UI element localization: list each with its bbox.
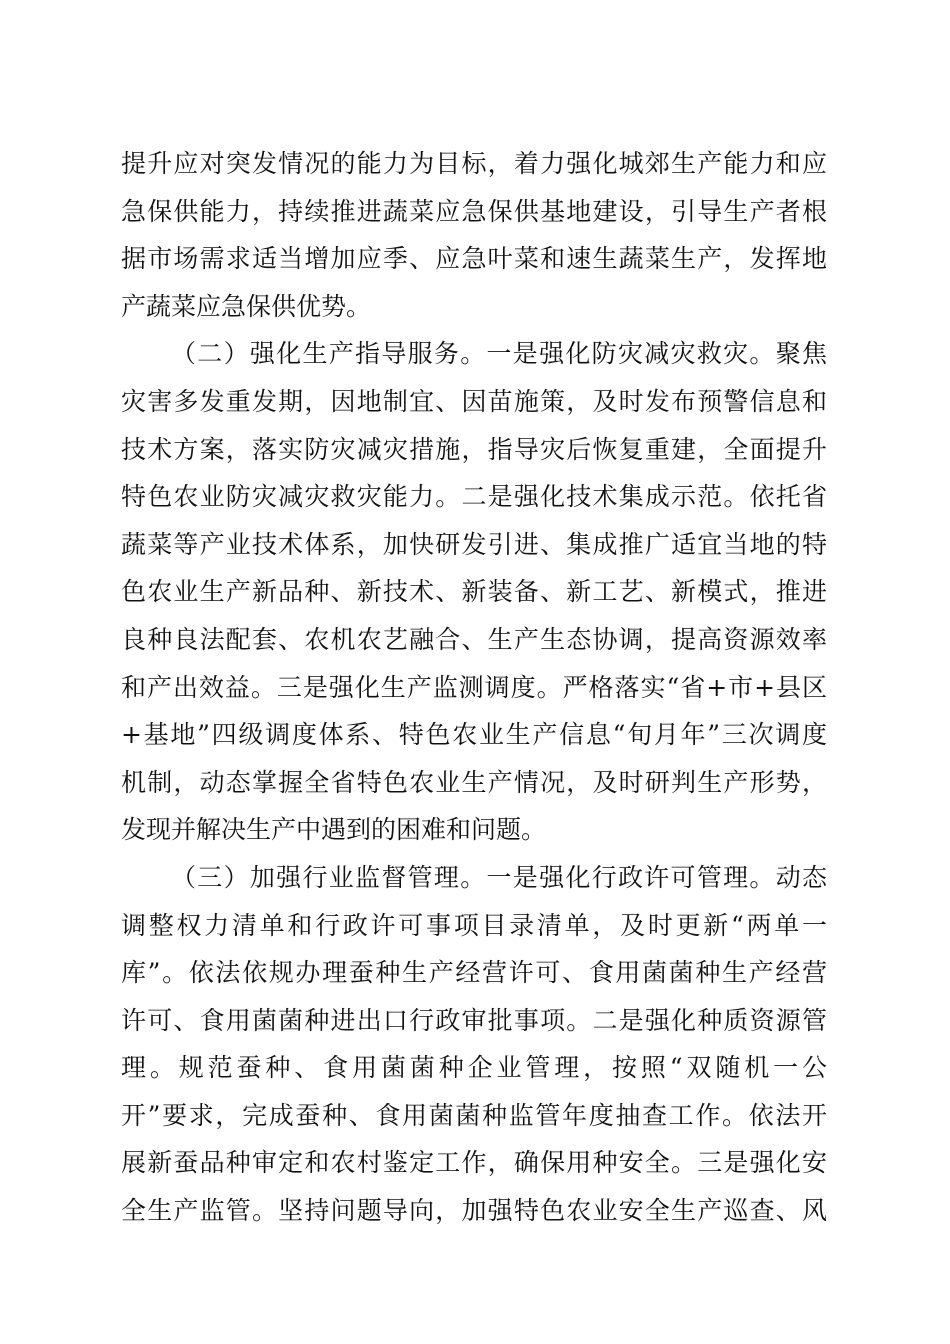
text-line: 技术方案，落实防灾减灾措施，指导灾后恢复重建，全面提升 bbox=[121, 434, 827, 464]
text-line: 据市场需求适当增加应季、应急叶菜和速生蔬菜生产，发挥地 bbox=[121, 244, 827, 274]
section-heading-line: （三）加强行业监督管理。一是强化行政许可管理。动态 bbox=[171, 862, 827, 892]
text-line: 提升应对突发情况的能力为目标，着力强化城郊生产能力和应 bbox=[121, 149, 827, 178]
text-line: 展新蚕品种审定和农村鉴定工作，确保用种安全。三是强化安 bbox=[121, 1148, 827, 1178]
text-line: 良种良法配套、农机农艺融合、生产生态协调，提高资源效率 bbox=[121, 624, 827, 654]
text-line: 许可、食用菌菌种进出口行政审批事项。二是强化种质资源管 bbox=[121, 1005, 827, 1035]
text-line: 调整权力清单和行政许可事项目录清单，及时更新“两单一 bbox=[121, 910, 827, 940]
text-line: +基地”四级调度体系、特色农业生产信息“旬月年”三次调度 bbox=[121, 720, 827, 750]
document-body bbox=[121, 140, 827, 1235]
text-line: 开”要求，完成蚕种、食用菌菌种监管年度抽查工作。依法开 bbox=[121, 1100, 827, 1130]
text-line: 急保供能力，持续推进蔬菜应急保供基地建设，引导生产者根 bbox=[121, 196, 827, 226]
text-line: 灾害多发重发期，因地制宜、因苗施策，及时发布预警信息和 bbox=[121, 386, 827, 416]
text-line: 机制，动态掌握全省特色农业生产情况，及时研判生产形势， bbox=[121, 767, 827, 797]
text-line: 产蔬菜应急保供优势。 bbox=[121, 291, 372, 321]
text-line: 和产出效益。三是强化生产监测调度。严格落实“省+市+县区 bbox=[121, 672, 827, 702]
section-heading-line: （二）强化生产指导服务。一是强化防灾减灾救灾。聚焦 bbox=[171, 339, 827, 369]
text-line: 理。规范蚕种、食用菌菌种企业管理，按照“双随机一公 bbox=[121, 1053, 827, 1083]
text-line: 色农业生产新品种、新技术、新装备、新工艺、新模式，推进 bbox=[121, 577, 827, 607]
text-line: 全生产监管。坚持问题导向，加强特色农业安全生产巡查、风 bbox=[121, 1196, 827, 1226]
text-line: 蔬菜等产业技术体系，加快研发引进、集成推广适宜当地的特 bbox=[121, 529, 827, 559]
text-line: 发现并解决生产中遇到的困难和问题。 bbox=[121, 815, 547, 845]
text-line: 库”。依法依规办理蚕种生产经营许可、食用菌菌种生产经营 bbox=[121, 958, 827, 988]
text-line: 特色农业防灾减灾救灾能力。二是强化技术集成示范。依托省 bbox=[121, 482, 827, 512]
